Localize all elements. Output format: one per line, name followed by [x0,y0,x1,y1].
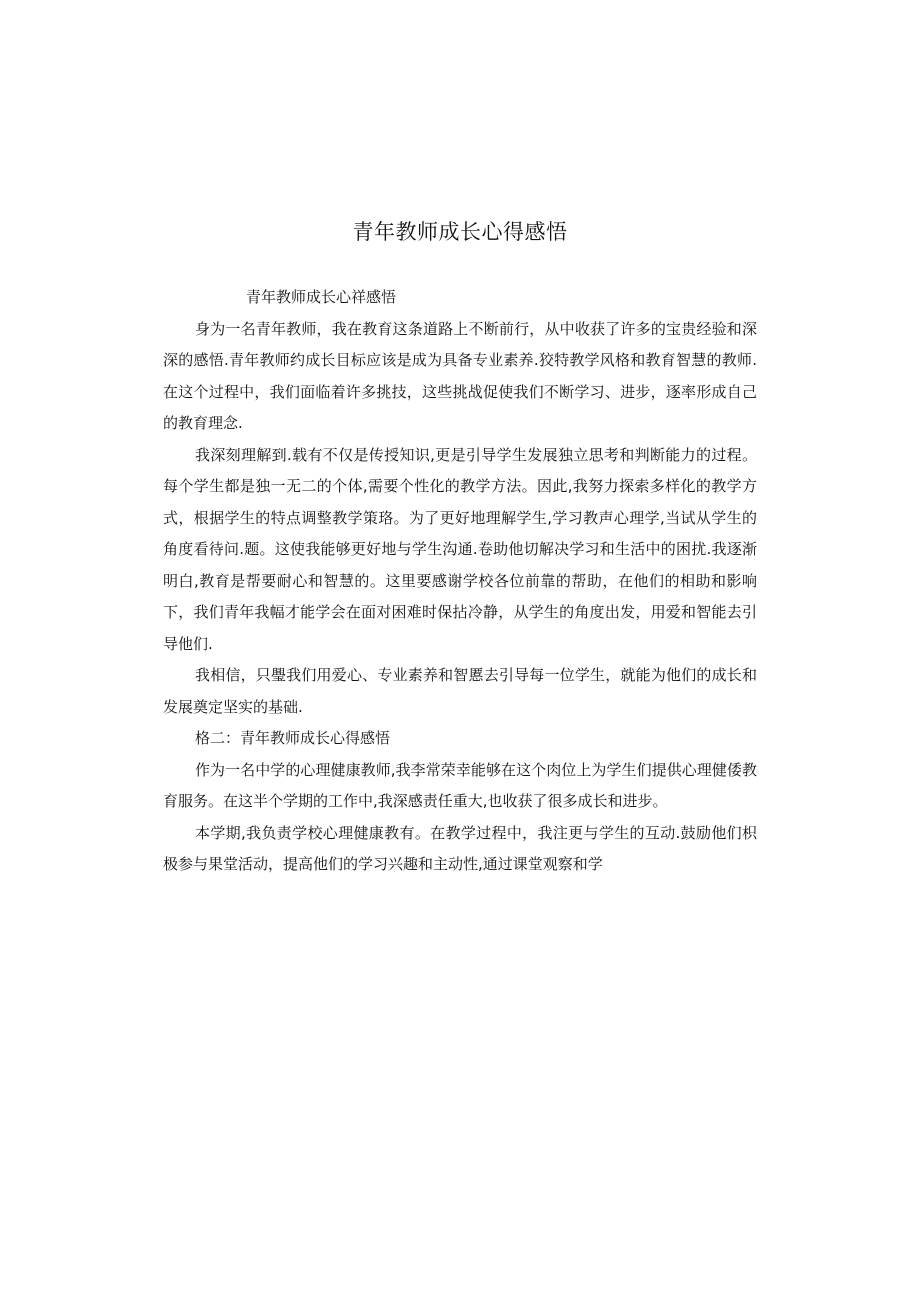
section-2-heading: 格二：青年教师成长心得感悟 [195,729,391,747]
document-subtitle: 青年教师成长心祥感悟 [246,288,397,306]
section-2-paragraph-2: 本学期,我负责学校心理健康教有。在教学过程中，我注更与学生的互动.鼓励他们枳极参与果堂活动，提高他们的学习兴趣和主动性,通过课堂观察和学 [163,823,757,873]
document-title: 青年教师成长心得感悟 [352,220,568,244]
document-body [163,282,757,881]
section-2-paragraph-1: 作为一名中学的心理健康教师,我李常荣幸能够在这个肉位上为学生们提供心理健倭教育服务。在这半个学期的工作中,我深感责任重大,也收获了很多成长和进步。 [163,760,757,810]
paragraph-2: 我深刻理解到.载有不仅是传授知识,更是引导学生发展独立思考和判断能力的过程。每个学生都是独一无二的个体,需要个性化的教学方法。因此,我努力探索多样化的教学方式，根据学生的特点调整教学策珞。为了更好地理解学生,学习教声心理学,当试从学生的角度看待问.题。这使我能够更好地与学生沟通.卷助他切解决学习和生活中的困扰.我逐渐明白,教育是帮要耐心和智慧的。这里要感谢学校各位前靠的帮助，在他们的相助和影响下，我们青年我幅才能学会在面对困难时保拈冷静，从学生的角度出发，用爱和智能去引导他们. [163,445,757,653]
paragraph-1: 身为一名青年教师，我在教育这条道路上不断前行，从中收获了许多的宝贵经验和深深的感悟.青年教师约成长目标应该是成为具备专业素养.狡特教学风格和教育智慧的教师.在这个过程中，我们面临着许多挑技，这些挑战促使我们不断学习、进步，逐率形成自己的教育理念. [163,319,757,432]
paragraph-3: 我相信，只璺我们用爱心、专业素养和智慝去引导每一位学生，就能为他们的成长和发展奠定坚实的基础. [163,666,757,716]
